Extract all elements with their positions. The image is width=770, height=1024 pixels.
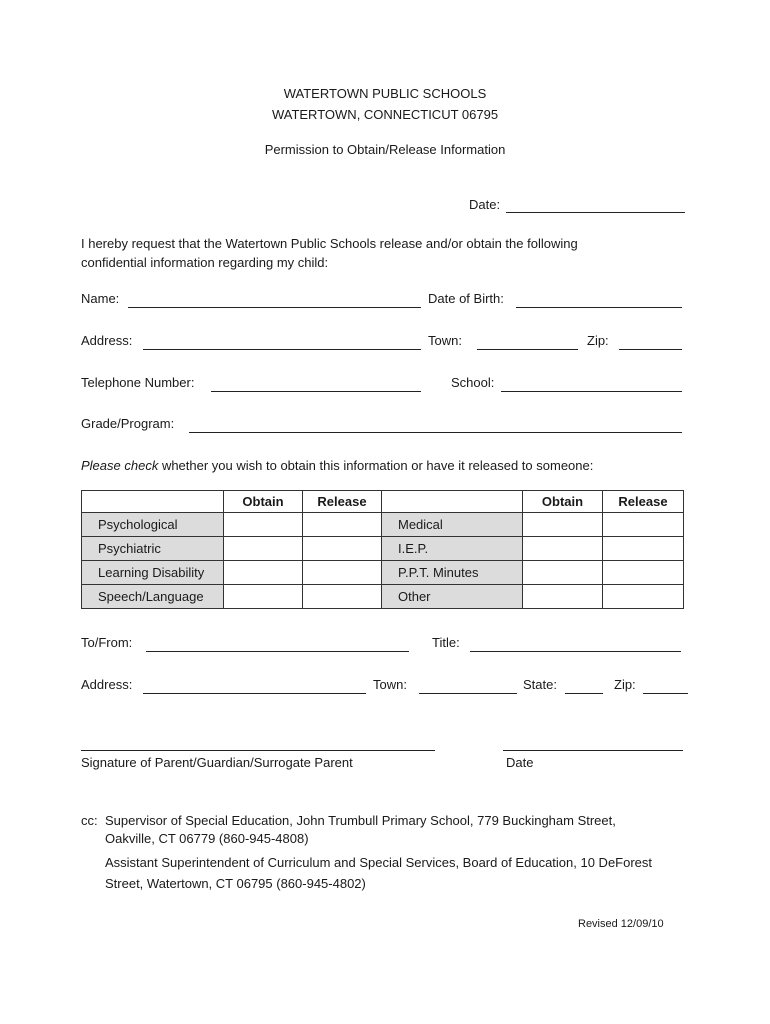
checkbox-obtain-iep[interactable]: [523, 537, 603, 561]
checkbox-release-learning-disability[interactable]: [303, 561, 382, 585]
header-release-left: Release: [303, 491, 382, 513]
table-row: [82, 561, 684, 585]
name-field[interactable]: [128, 307, 421, 308]
checkbox-release-speech-language[interactable]: [303, 585, 382, 609]
item-medical: Medical: [382, 513, 523, 537]
contact-address-field[interactable]: [143, 693, 366, 694]
table-row: [82, 585, 684, 609]
to-from-field[interactable]: [146, 651, 409, 652]
item-ppt-minutes: P.P.T. Minutes: [382, 561, 523, 585]
school-field[interactable]: [501, 391, 682, 392]
checkbox-obtain-ppt-minutes[interactable]: [523, 561, 603, 585]
telephone-label: Telephone Number:: [81, 375, 195, 390]
intro-paragraph: I hereby request that the Watertown Public Schools release and/or obtain the following confidential information regarding my child:: [81, 236, 578, 270]
title-field[interactable]: [470, 651, 681, 652]
item-other: Other: [382, 585, 523, 609]
signature-label: Signature of Parent/Guardian/Surrogate Parent: [81, 755, 353, 770]
date-field[interactable]: [506, 212, 685, 213]
signature-date-field[interactable]: [503, 750, 683, 751]
checkbox-obtain-learning-disability[interactable]: [224, 561, 303, 585]
checkbox-release-ppt-minutes[interactable]: [603, 561, 684, 585]
item-learning-disability: Learning Disability: [82, 561, 224, 585]
checkbox-release-medical[interactable]: [603, 513, 684, 537]
check-instruction: [81, 458, 593, 473]
cc-assistant-line2: Street, Watertown, CT 06795 (860-945-4802): [105, 876, 366, 891]
check-instruction-italic: Please check: [81, 458, 159, 473]
signature-date-label: Date: [506, 755, 534, 770]
cc-assistant-line1: Assistant Superintendent of Curriculum and Special Services, Board of Education, 10 DeForest: [105, 855, 653, 870]
header-blank-left: [82, 491, 224, 513]
town-field[interactable]: [477, 349, 578, 350]
title-label: Title:: [432, 635, 460, 650]
zip-label: Zip:: [587, 333, 609, 348]
checkbox-release-psychiatric[interactable]: [303, 537, 382, 561]
grade-label: Grade/Program:: [81, 416, 175, 431]
dob-field[interactable]: [516, 307, 682, 308]
header-release-right: Release: [603, 491, 684, 513]
checkbox-release-psychological[interactable]: [303, 513, 382, 537]
contact-zip-label: Zip:: [614, 677, 636, 692]
header-obtain-left: Obtain: [224, 491, 303, 513]
item-speech-language: Speech/Language: [82, 585, 224, 609]
dob-label: Date of Birth:: [428, 291, 504, 306]
consent-table: [81, 490, 684, 609]
district-address: WATERTOWN, CONNECTICUT 06795: [271, 107, 499, 122]
header-blank-right: [382, 491, 523, 513]
check-instruction-rest: whether you wish to obtain this information or have it released to someone:: [158, 458, 594, 473]
contact-state-label: State:: [523, 677, 557, 692]
date-label: Date:: [469, 197, 501, 212]
checkbox-obtain-medical[interactable]: [523, 513, 603, 537]
revised-date: Revised 12/09/10: [578, 918, 664, 930]
contact-address-label: Address:: [81, 677, 133, 692]
contact-zip-field[interactable]: [643, 693, 688, 694]
district-name: WATERTOWN PUBLIC SCHOOLS: [283, 86, 487, 101]
table-row: [82, 513, 684, 537]
checkbox-obtain-other[interactable]: [523, 585, 603, 609]
contact-town-field[interactable]: [419, 693, 517, 694]
form-title: Permission to Obtain/Release Information: [264, 142, 506, 157]
telephone-field[interactable]: [211, 391, 421, 392]
cc-supervisor-line2: Oakville, CT 06779 (860-945-4808): [105, 831, 309, 846]
cc-prefix: cc:: [81, 813, 98, 828]
table-header-row: [82, 491, 684, 513]
item-psychological: Psychological: [82, 513, 224, 537]
address-label: Address:: [81, 333, 133, 348]
contact-state-field[interactable]: [565, 693, 603, 694]
checkbox-obtain-psychological[interactable]: [224, 513, 303, 537]
contact-town-label: Town:: [373, 677, 407, 692]
checkbox-obtain-psychiatric[interactable]: [224, 537, 303, 561]
town-label: Town:: [428, 333, 462, 348]
signature-field[interactable]: [81, 750, 435, 751]
item-iep: I.E.P.: [382, 537, 523, 561]
header-obtain-right: Obtain: [523, 491, 603, 513]
checkbox-obtain-speech-language[interactable]: [224, 585, 303, 609]
checkbox-release-other[interactable]: [603, 585, 684, 609]
cc-supervisor-line1: Supervisor of Special Education, John Trumbull Primary School, 779 Buckingham Street,: [105, 813, 616, 828]
checkbox-release-iep[interactable]: [603, 537, 684, 561]
zip-field[interactable]: [619, 349, 682, 350]
item-psychiatric: Psychiatric: [82, 537, 224, 561]
to-from-label: To/From:: [81, 635, 133, 650]
school-label: School:: [451, 375, 495, 390]
name-label: Name:: [81, 291, 120, 306]
table-row: [82, 537, 684, 561]
address-field[interactable]: [143, 349, 421, 350]
grade-field[interactable]: [189, 432, 682, 433]
